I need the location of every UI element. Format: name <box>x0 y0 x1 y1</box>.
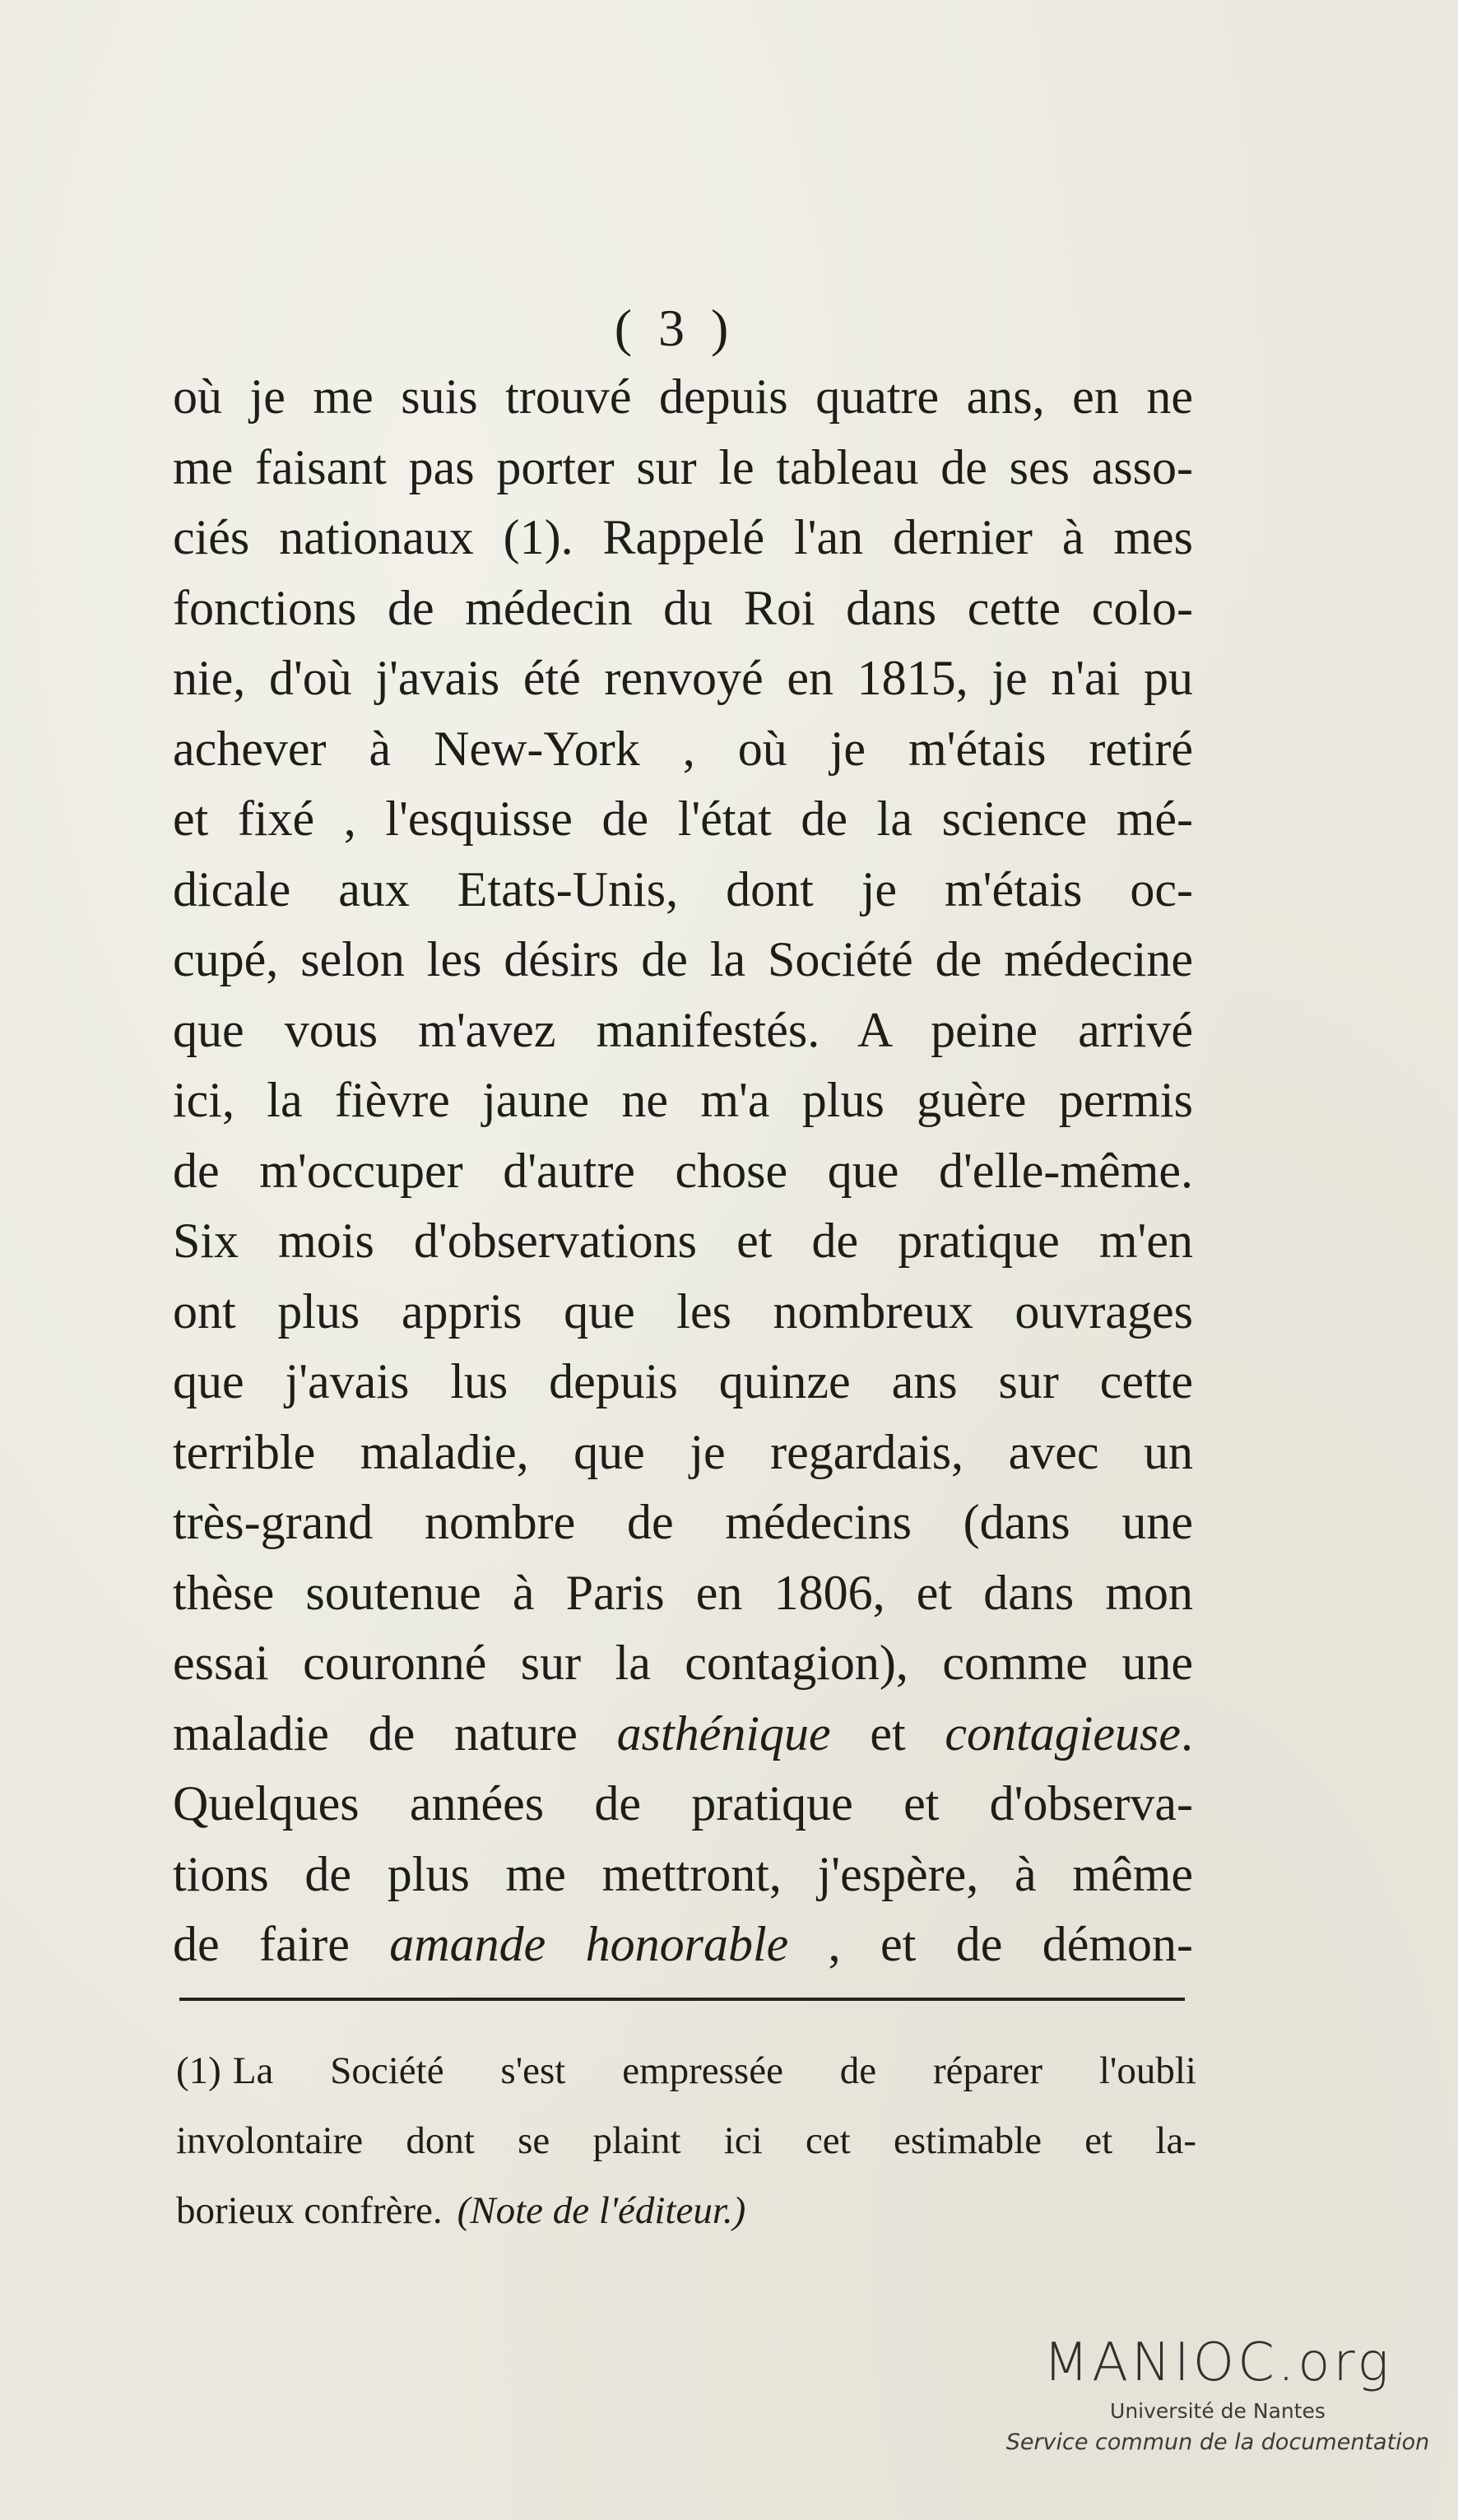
manioc-logo: MANIOC.org <box>1043 2332 1392 2393</box>
text-line: où je me suis trouvé depuis quatre ans, en ne <box>173 369 1193 424</box>
institution-label: Université de Nantes <box>1110 2399 1326 2423</box>
line-20-suffix: . <box>1181 1706 1193 1761</box>
line-20-prefix: maladie de nature <box>173 1706 617 1761</box>
text-line: que j'avais lus depuis quinze ans sur cette <box>173 1354 1193 1409</box>
text-line: nie, d'où j'avais été renvoyé en 1815, je n'ai pu <box>173 651 1193 705</box>
editor-note: (Note de l'éditeur.) <box>457 2189 746 2232</box>
text-line: dicale aux Etats-Unis, dont je m'étais oc- <box>173 861 1193 917</box>
text-line: et fixé , l'esquisse de l'état de la science mé- <box>173 791 1193 846</box>
footnote-divider <box>179 1998 1185 2001</box>
text-line: très-grand nombre de médecins (dans une <box>173 1495 1193 1549</box>
text-line: que vous m'avez manifestés. A peine arrivé <box>173 1002 1193 1057</box>
line-23-suffix: , et de démon- <box>788 1917 1193 1971</box>
line-23-prefix: de faire <box>173 1917 390 1971</box>
text-line: ciés nationaux (1). Rappelé l'an dernier à mes <box>173 510 1193 564</box>
italic-phrase-amande-honorable: amande honorable <box>389 1917 789 1971</box>
footnote-marker: (1) <box>176 2049 221 2092</box>
footnote <box>176 2036 1196 2246</box>
footnote-text-3: borieux confrère. <box>176 2189 443 2232</box>
body-text <box>173 362 1193 1980</box>
text-line: ici, la fièvre jaune ne m'a plus guère permis <box>173 1073 1193 1127</box>
line-20-middle: et <box>830 1706 945 1761</box>
text-line: de m'occuper d'autre chose que d'elle-même. <box>173 1143 1193 1198</box>
text-line: thèse soutenue à Paris en 1806, et dans mon <box>173 1565 1193 1620</box>
text-line: ont plus appris que les nombreux ouvrages <box>173 1283 1193 1339</box>
text-line: terrible maladie, que je regardais, avec un <box>173 1424 1193 1479</box>
text-line: me faisant pas porter sur le tableau de ses asso- <box>173 439 1193 494</box>
italic-term-asthenique: asthénique <box>616 1706 831 1761</box>
text-line: Quelques années de pratique et d'observa- <box>173 1776 1193 1831</box>
service-label: Service commun de la documentation <box>1005 2430 1430 2455</box>
italic-term-contagieuse: contagieuse <box>945 1706 1181 1761</box>
text-line: cupé, selon les désirs de la Société de médecine <box>173 932 1193 986</box>
text-line-mixed <box>173 1910 1193 1980</box>
text-line-mixed <box>173 1699 1193 1770</box>
text-line: essai couronné sur la contagion), comme une <box>173 1636 1193 1690</box>
text-line: Six mois d'observations et de pratique m'en <box>173 1214 1193 1268</box>
text-line: fonctions de médecin du Roi dans cette colo- <box>173 580 1193 635</box>
text-line: tions de plus me mettront, j'espère, à même <box>173 1846 1193 1901</box>
footnote-line <box>176 2036 1196 2106</box>
footnote-line <box>176 2176 1196 2246</box>
footnote-text-1: La Société s'est empressée de réparer l'oubli <box>232 2049 1196 2092</box>
watermark <box>996 2330 1440 2458</box>
text-line: achever à New-York , où je m'étais retiré <box>173 721 1193 776</box>
page-number: ( 3 ) <box>614 299 736 357</box>
footnote-line: involontaire dont se plaint ici cet estimable et la- <box>176 2119 1196 2162</box>
